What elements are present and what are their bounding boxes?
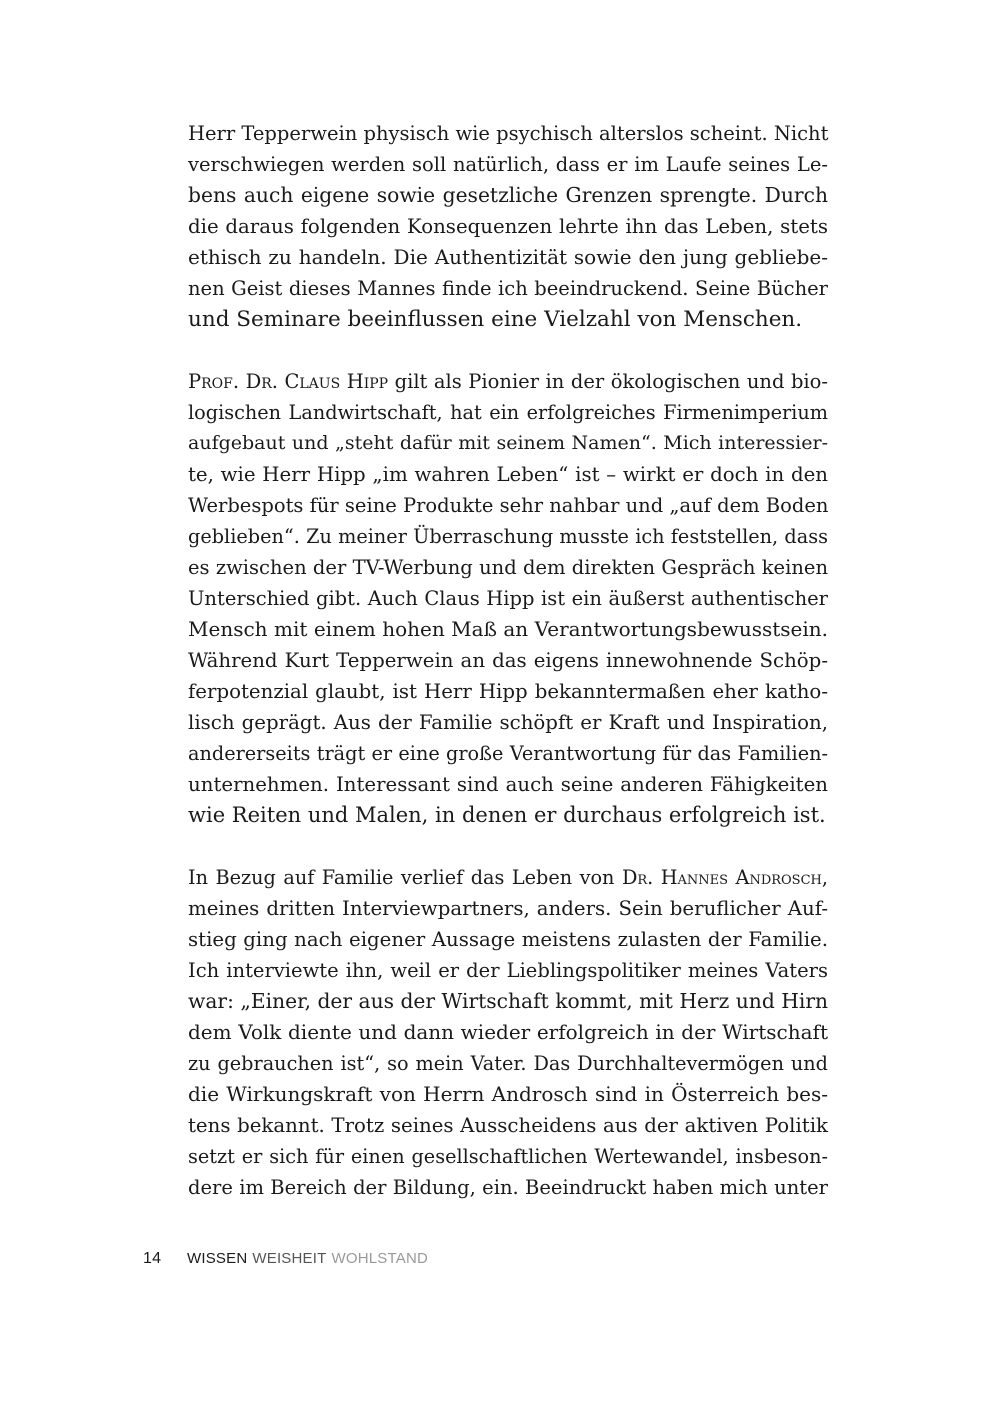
- person-name: Prof. Dr. Claus Hipp: [188, 370, 389, 393]
- text-line: stieg ging nach eigener Aussage meistens zulasten der Familie.: [188, 928, 828, 951]
- text-line: zu gebrauchen ist“, so mein Vater. Das Durchhaltevermögen und: [188, 1052, 828, 1075]
- text-line: Werbespots für seine Produkte sehr nahbar und „auf dem Boden: [188, 494, 829, 517]
- text-fragment: In Bezug auf Familie verlief das Leben von: [188, 866, 622, 889]
- text-line: Während Kurt Tepperwein an das eigens innewohnende Schöp-: [188, 649, 828, 672]
- text-line: dem Volk diente und dann wieder erfolgreich in der Wirtschaft: [188, 1020, 828, 1044]
- text-line: Unterschied gibt. Auch Claus Hipp ist ein äußerst authentischer: [188, 587, 828, 610]
- text-line: [188, 366, 828, 397]
- text-line: die daraus folgenden Konsequenzen lehrte ihn das Leben, stets: [188, 215, 828, 238]
- text-line: andererseits trägt er eine große Verantwortung für das Familien-: [188, 742, 828, 765]
- text-fragment: ,: [821, 866, 828, 889]
- text-line: unternehmen. Interessant sind auch seine anderen Fähigkeiten: [188, 773, 828, 796]
- footer-word-wissen: WISSEN: [187, 1250, 248, 1267]
- text-line: bens auch eigene sowie gesetzliche Grenzen sprengte. Durch: [188, 183, 828, 207]
- text-line: ethisch zu handeln. Die Authentizität sowie den jung gebliebe-: [188, 245, 828, 269]
- text-line: lisch geprägt. Aus der Familie schöpft er Kraft und Inspiration,: [188, 711, 828, 734]
- text-line: war: „Einer, der aus der Wirtschaft kommt, mit Herz und Hirn: [188, 989, 829, 1013]
- text-line: dere im Bereich der Bildung, ein. Beeindruckt haben mich unter: [188, 1176, 828, 1199]
- footer-word-weisheit: WEISHEIT: [252, 1250, 327, 1267]
- paragraph-3: [188, 862, 828, 1203]
- text-line: setzt er sich für einen gesellschaftlichen Wertewandel, insbeson-: [188, 1145, 828, 1168]
- text-fragment: gilt als Pionier in der ökologischen und bio-: [388, 370, 828, 393]
- text-line: logischen Landwirtschaft, hat ein erfolgreiches Firmenimperium: [188, 401, 828, 424]
- person-name: Dr. Hannes Androsch: [621, 866, 822, 889]
- text-line: und Seminare beeinflussen eine Vielzahl von Menschen.: [188, 307, 803, 332]
- paragraph-2: [188, 366, 828, 831]
- text-line: [188, 862, 828, 893]
- text-line: Ich interviewte ihn, weil er der Lieblingspolitiker meines Vaters: [188, 959, 828, 982]
- text-line: meines dritten Interviewpartners, anders. Sein beruflicher Auf-: [188, 897, 828, 920]
- text-line: ferpotenzial glaubt, ist Herr Hipp bekanntermaßen eher katho-: [188, 680, 828, 703]
- page-number: 14: [143, 1250, 162, 1267]
- page-body: [188, 118, 828, 1234]
- text-line: die Wirkungskraft von Herrn Androsch sind in Österreich bes-: [188, 1082, 828, 1106]
- footer-word-wohlstand: WOHLSTAND: [331, 1250, 429, 1267]
- text-line: verschwiegen werden soll natürlich, dass er im Laufe seines Le-: [188, 153, 828, 176]
- text-line: geblieben“. Zu meiner Überraschung musste ich feststellen, dass: [188, 525, 828, 548]
- text-line: wie Reiten und Malen, in denen er durchaus erfolgreich ist.: [188, 803, 826, 827]
- text-line: te, wie Herr Hipp „im wahren Leben“ ist – wirkt er doch in den: [188, 463, 828, 486]
- text-line: Herr Tepperwein physisch wie psychisch alterslos scheint. Nicht: [188, 122, 829, 145]
- paragraph-1: [188, 118, 828, 335]
- text-line: nen Geist dieses Mannes finde ich beeindruckend. Seine Bücher: [188, 277, 828, 300]
- text-line: es zwischen der TV-Werbung und dem direkten Gespräch keinen: [188, 556, 828, 579]
- text-line: tens bekannt. Trotz seines Ausscheidens aus der aktiven Politik: [188, 1114, 828, 1137]
- page-footer: [143, 1250, 428, 1268]
- text-line: aufgebaut und „steht dafür mit seinem Namen“. Mich interessier-: [188, 432, 828, 454]
- text-line: Mensch mit einem hohen Maß an Verantwortungsbewusstsein.: [188, 617, 828, 641]
